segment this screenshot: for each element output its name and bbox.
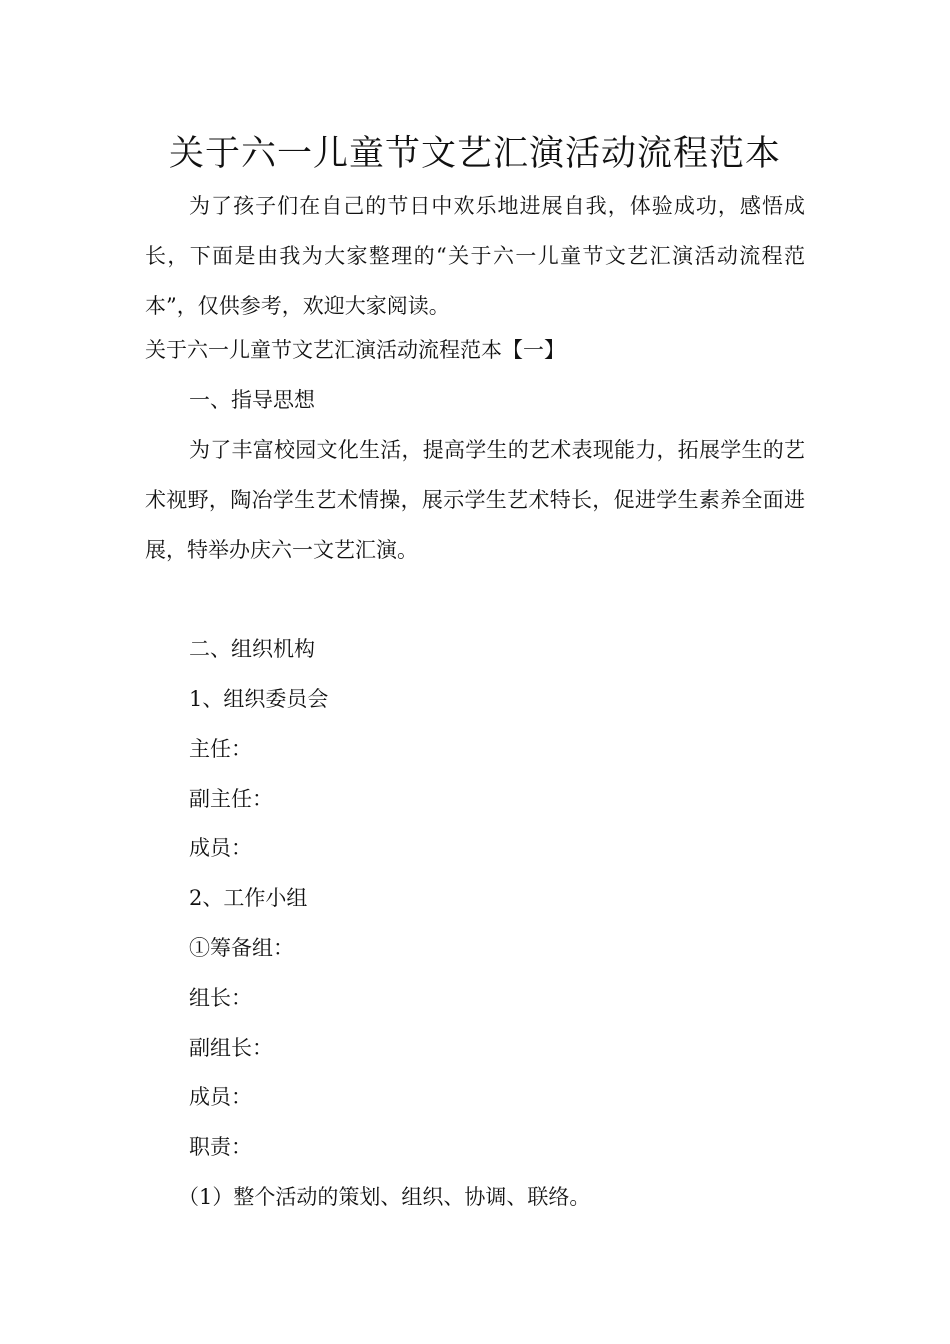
guiding-body: 为了丰富校园文化生活，提高学生的艺术表现能力，拓展学生的艺术视野，陶冶学生艺术情操，展示学生艺术特长，促进学生素养全面进展，特举办庆六一文艺汇演。 bbox=[145, 438, 805, 562]
duty-item-1: （1）整个活动的策划、组织、协调、联络。 bbox=[178, 1185, 591, 1209]
guiding-heading: 一、指导思想 bbox=[189, 388, 315, 412]
director-label: 主任： bbox=[189, 737, 252, 761]
prep-group-label: ①筹备组： bbox=[189, 936, 294, 960]
deputy-leader-label: 副组长： bbox=[189, 1036, 273, 1060]
document-title: 关于六一儿童节文艺汇演活动流程范本 bbox=[168, 134, 781, 174]
duties-label: 职责： bbox=[189, 1135, 252, 1159]
leader-label: 组长： bbox=[189, 986, 252, 1010]
organization-heading: 二、组织机构 bbox=[189, 637, 315, 661]
committee-heading: 1、组织委员会 bbox=[189, 687, 329, 711]
prep-members-label: 成员： bbox=[189, 1085, 252, 1109]
members-label: 成员： bbox=[189, 836, 252, 860]
section-heading: 关于六一儿童节文艺汇演活动流程范本【一】 bbox=[145, 338, 565, 362]
deputy-director-label: 副主任： bbox=[189, 787, 273, 811]
working-group-heading: 2、工作小组 bbox=[189, 886, 308, 910]
intro-paragraph: 为了孩子们在自己的节日中欢乐地进展自我，体验成功，感悟成长，下面是由我为大家整理的“关于六一儿童节文艺汇演活动流程范本”，仅供参考，欢迎大家阅读。 bbox=[145, 194, 805, 318]
